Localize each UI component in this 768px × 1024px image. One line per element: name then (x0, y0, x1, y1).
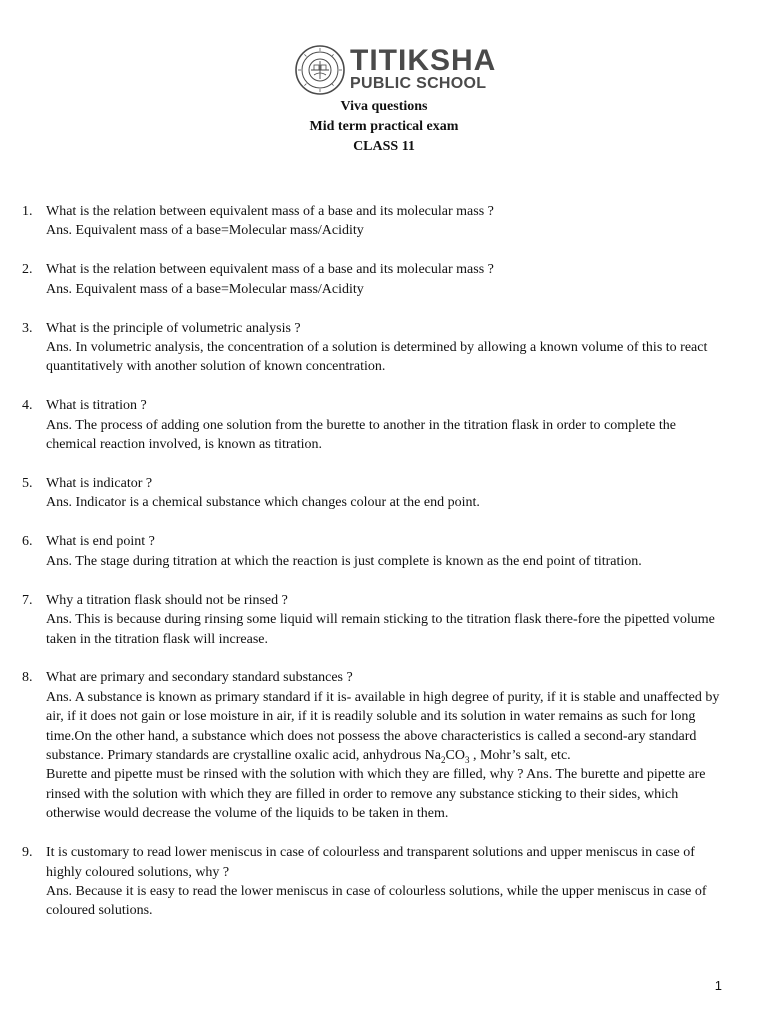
question-item (22, 396, 722, 454)
school-name-block (350, 44, 497, 93)
question-text: What is end point ? (46, 534, 155, 550)
answer-text (46, 688, 722, 766)
question-text: Why a titration flask should not be rinsed ? (46, 592, 288, 608)
question-number: 3. (22, 320, 33, 336)
answer-part: CO (445, 748, 465, 764)
answer-part: Ans. A substance is known as primary standard if it is- available in high degree of purity, if it is stable and unaffected by air, if it does not gain or lose moisture in air, if it is readily soluble and its solution in water remains as such for long time.On the other hand, a substance which does not possess the above characteristics is called a second-ary standard substance. Primary standards are crystalline oxalic acid, anhydrous Na (46, 689, 720, 764)
question-number: 9. (22, 845, 33, 861)
school-subtitle: PUBLIC SCHOOL (350, 75, 487, 92)
answer-text: Ans. Equivalent mass of a base=Molecular mass/Acidity (46, 223, 364, 239)
question-number: 4. (22, 398, 33, 414)
heading-class: CLASS 11 (353, 139, 415, 154)
question-item (22, 591, 722, 649)
question-number: 6. (22, 534, 33, 550)
answer-part: , Mohr’s salt, etc. (469, 748, 571, 764)
page-number: 1 (714, 978, 722, 993)
answer-text: Ans. The stage during titration at which the reaction is just complete is known as the end point of titration. (46, 553, 642, 569)
answer-text: Ans. Equivalent mass of a base=Molecular mass/Acidity (46, 281, 364, 297)
subscript: 2 (440, 754, 446, 765)
question-number: 1. (22, 204, 33, 219)
school-seal-icon (294, 44, 346, 96)
question-item (22, 532, 722, 571)
answer-text: Ans. The process of adding one solution from the burette to another in the titration flask in order to complete the chemical reaction involved, is known as titration. (46, 417, 676, 453)
heading-exam: Mid term practical exam (309, 119, 459, 134)
question-item (22, 843, 722, 921)
question-text: What is titration ? (46, 398, 147, 414)
question-number: 5. (22, 476, 33, 492)
question-number: 2. (22, 262, 33, 278)
extra-question-answer: Burette and pipette must be rinsed with the solution with which they are filled, why ? Ans. The burette and pipette are rinsed with the solution with which they are filled in order to remove any substance sticking to their sides, which otherwise would decrease the volume of the liquids to be taken in them. (46, 767, 706, 822)
question-item (22, 202, 722, 241)
heading-viva: Viva questions (340, 99, 428, 114)
question-text: It is customary to read lower meniscus in case of colourless and transparent solutions and upper meniscus in case of highly coloured solutions, why ? (46, 845, 695, 880)
question-text: What are primary and secondary standard substances ? (46, 670, 353, 686)
subscript: 3 (464, 754, 470, 765)
answer-text: Ans. This is because during rinsing some liquid will remain sticking to the titration flask there-fore the pipetted volume taken in the titration flask will increase. (46, 612, 715, 647)
question-number: 7. (22, 592, 33, 608)
question-number: 8. (22, 670, 33, 686)
question-text: What is the principle of volumetric analysis ? (46, 320, 301, 336)
question-item (22, 319, 722, 377)
school-logo (294, 44, 496, 96)
question-item (22, 260, 722, 299)
question-item (22, 668, 722, 823)
answer-text: Ans. Indicator is a chemical substance which changes colour at the end point. (46, 495, 480, 511)
question-text: What is the relation between equivalent mass of a base and its molecular mass ? (46, 262, 494, 278)
answer-text: Ans. In volumetric analysis, the concentration of a solution is determined by allowing a known volume of this to react quantitatively with another solution of known concentration. (46, 340, 708, 375)
question-text: What is indicator ? (46, 476, 153, 492)
question-list (22, 202, 722, 940)
school-name: TITIKSHA (350, 44, 497, 77)
question-text: What is the relation between equivalent mass of a base and its molecular mass ? (46, 204, 494, 219)
question-item (22, 474, 722, 513)
answer-text: Ans. Because it is easy to read the lower meniscus in case of colourless solutions, while the upper meniscus in case of coloured solutions. (46, 883, 707, 919)
